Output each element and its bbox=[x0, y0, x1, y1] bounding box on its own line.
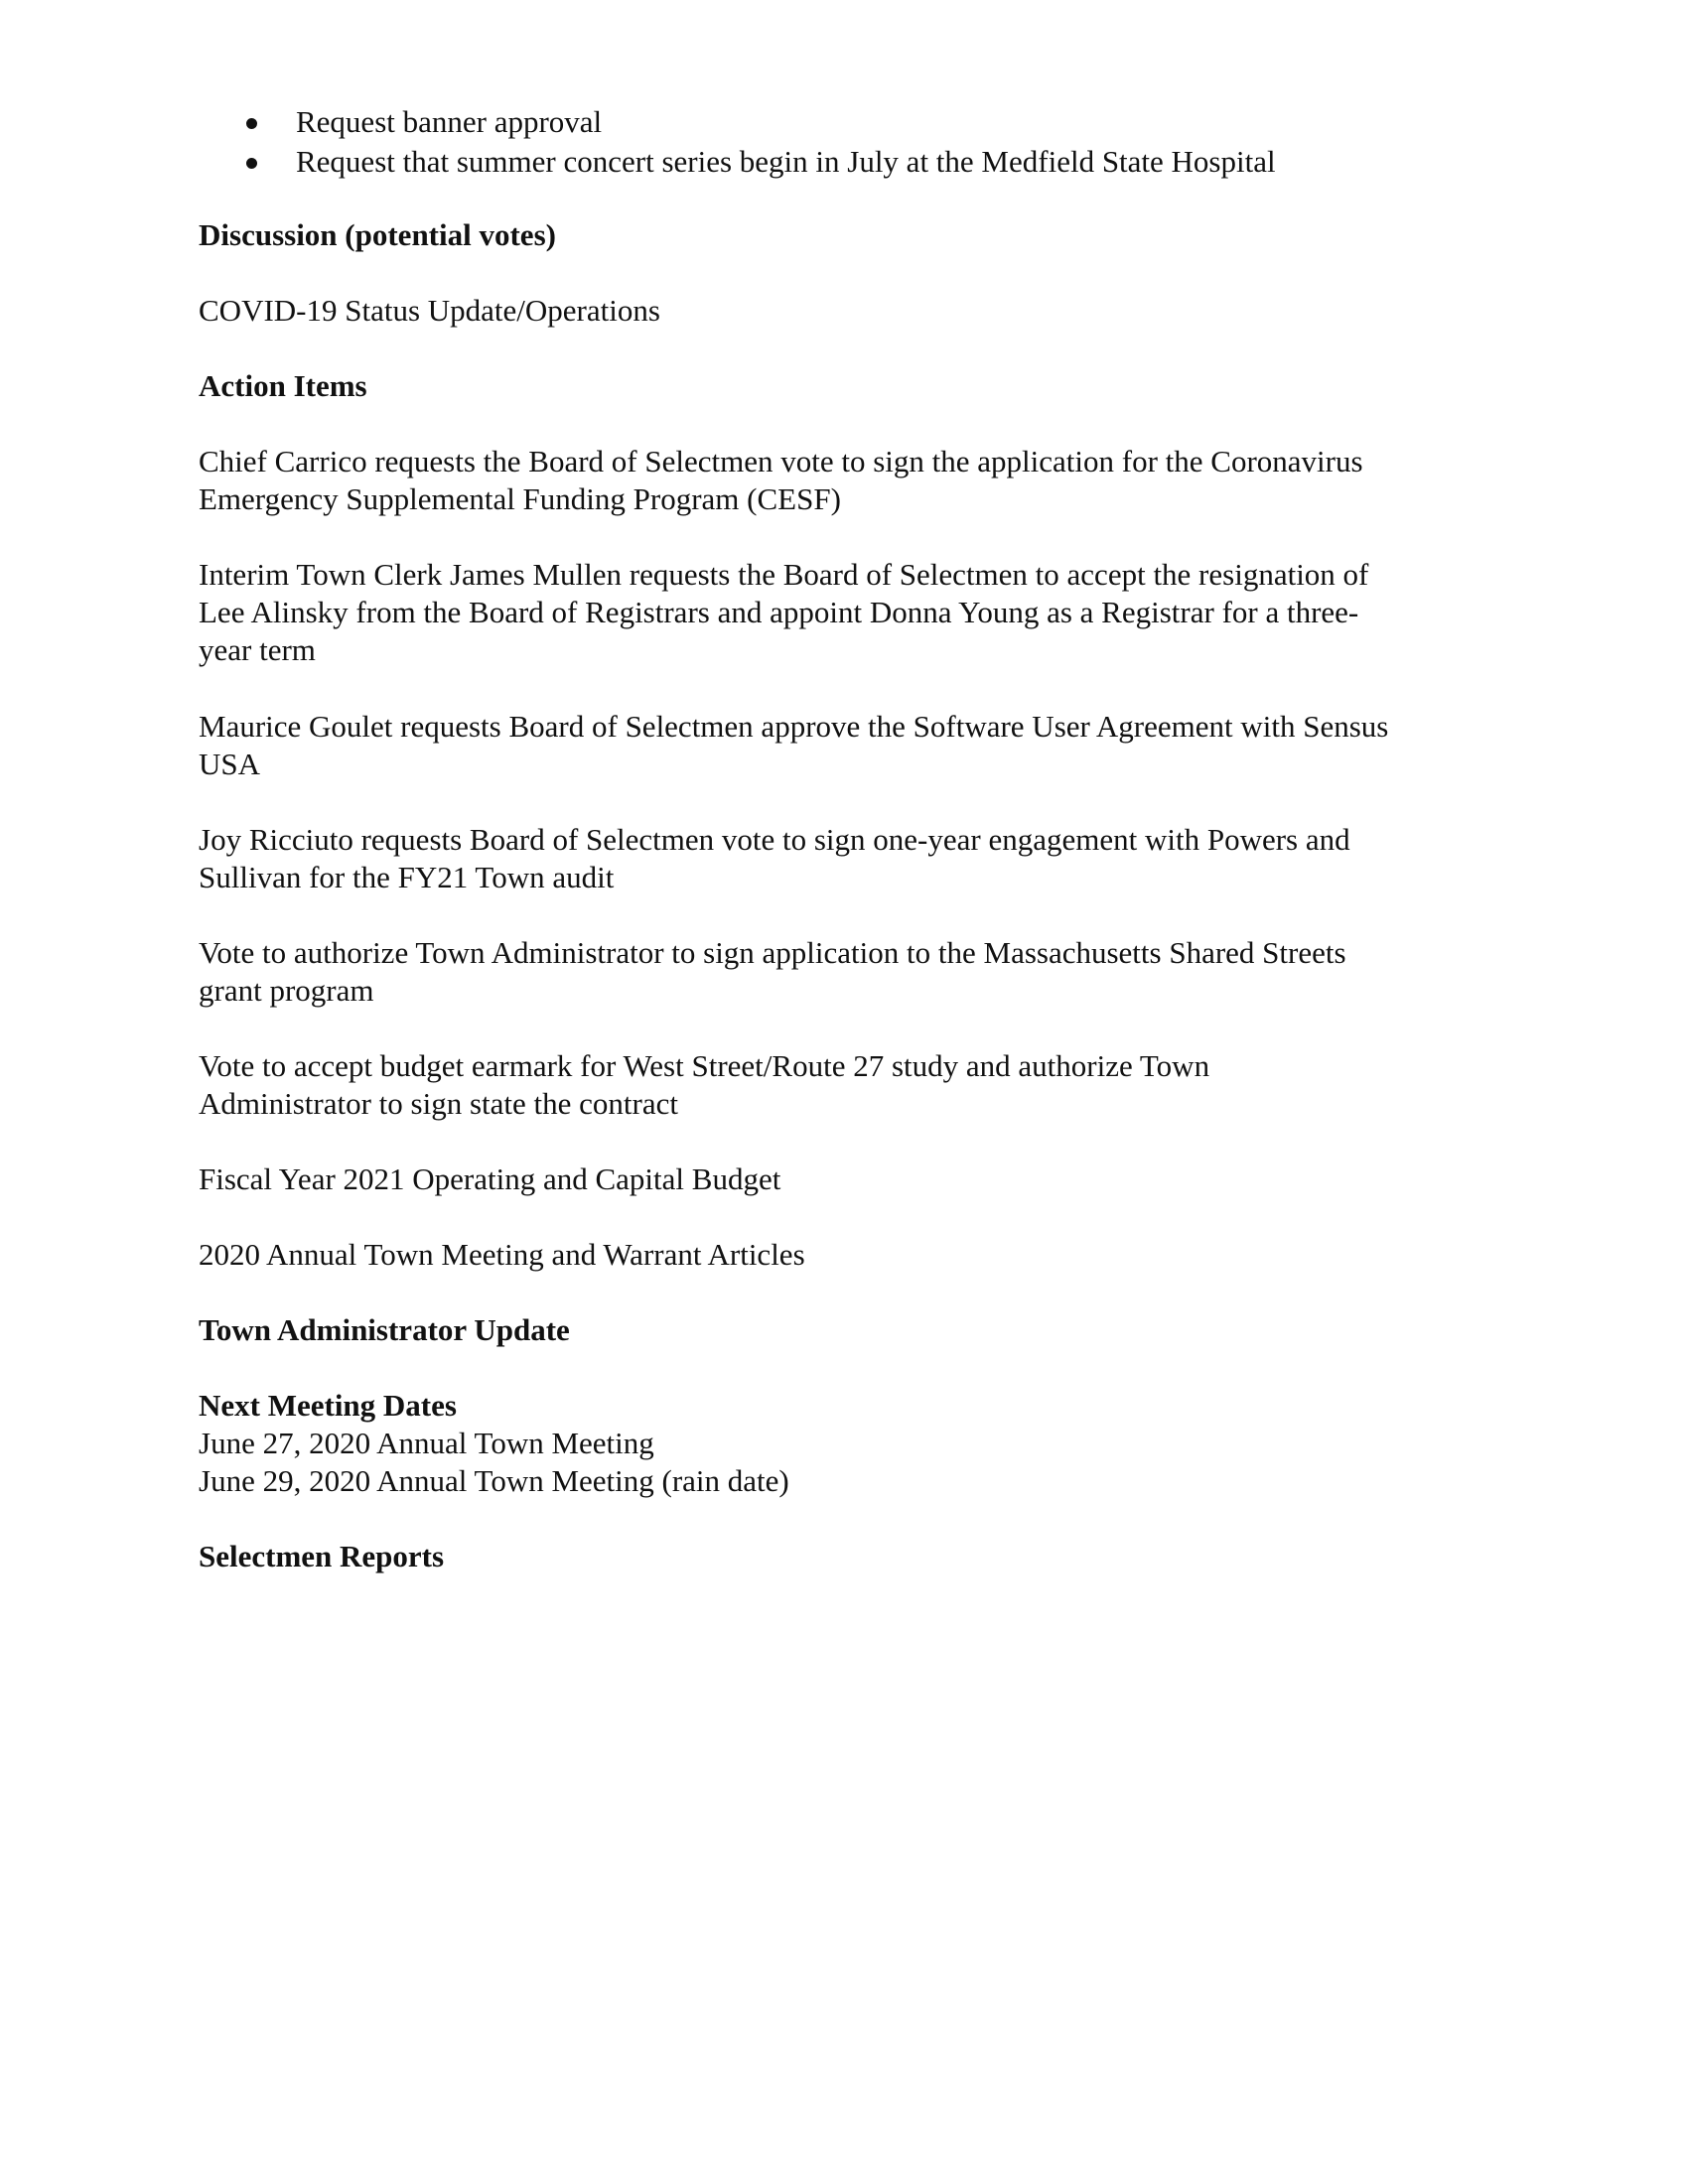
action-item-line: Fiscal Year 2021 Operating and Capital Budget bbox=[199, 1161, 781, 1196]
action-item bbox=[199, 1236, 1489, 1274]
action-item-line: Vote to accept budget earmark for West Street/Route 27 study and authorize Town bbox=[199, 1048, 1210, 1083]
action-item bbox=[199, 934, 1489, 1010]
selectmen-reports-heading: Selectmen Reports bbox=[199, 1539, 445, 1573]
action-item-line: grant program bbox=[199, 973, 374, 1008]
meeting-date: June 29, 2020 Annual Town Meeting (rain date) bbox=[199, 1463, 789, 1498]
action-item bbox=[199, 1160, 1489, 1198]
action-item-line: year term bbox=[199, 632, 316, 667]
next-meeting-heading: Next Meeting Dates bbox=[199, 1388, 457, 1423]
meeting-date: June 27, 2020 Annual Town Meeting bbox=[199, 1426, 654, 1460]
action-item-line: Interim Town Clerk James Mullen requests the Board of Selectmen to accept the resignation of bbox=[199, 557, 1369, 592]
action-item bbox=[199, 821, 1489, 896]
action-item-line: Vote to authorize Town Administrator to sign application to the Massachusetts Shared Streets bbox=[199, 935, 1346, 970]
action-items-heading: Action Items bbox=[199, 368, 367, 403]
discussion-item: COVID-19 Status Update/Operations bbox=[199, 293, 660, 328]
action-item-line: Joy Ricciuto requests Board of Selectmen vote to sign one-year engagement with Powers and bbox=[199, 822, 1350, 857]
bullet-text: Request banner approval bbox=[296, 104, 603, 139]
action-item-line: Administrator to sign state the contract bbox=[199, 1086, 678, 1121]
bullet-text: Request that summer concert series begin in July at the Medfield State Hospital bbox=[296, 144, 1276, 179]
action-item-line: USA bbox=[199, 747, 261, 781]
town-admin-heading: Town Administrator Update bbox=[199, 1312, 570, 1347]
bullet-item bbox=[246, 103, 1537, 143]
bullet-icon bbox=[246, 118, 257, 129]
action-item-line: Maurice Goulet requests Board of Selectmen approve the Software User Agreement with Sensus bbox=[199, 709, 1389, 744]
discussion-heading: Discussion (potential votes) bbox=[199, 217, 556, 252]
action-item bbox=[199, 443, 1489, 518]
action-item-line: Lee Alinsky from the Board of Registrars and appoint Donna Young as a Registrar for a three- bbox=[199, 595, 1359, 629]
action-item-line: Sullivan for the FY21 Town audit bbox=[199, 860, 615, 894]
action-item bbox=[199, 708, 1489, 783]
action-item-line: Emergency Supplemental Funding Program (CESF) bbox=[199, 481, 841, 516]
bullet-item bbox=[246, 143, 1537, 183]
bullet-icon bbox=[246, 158, 257, 169]
next-meeting-section bbox=[199, 1387, 1489, 1500]
action-item bbox=[199, 556, 1489, 669]
action-item bbox=[199, 1047, 1489, 1123]
action-item-line: Chief Carrico requests the Board of Selectmen vote to sign the application for the Coronavirus bbox=[199, 444, 1363, 478]
action-item-line: 2020 Annual Town Meeting and Warrant Articles bbox=[199, 1237, 805, 1272]
bullet-list bbox=[246, 103, 1537, 183]
